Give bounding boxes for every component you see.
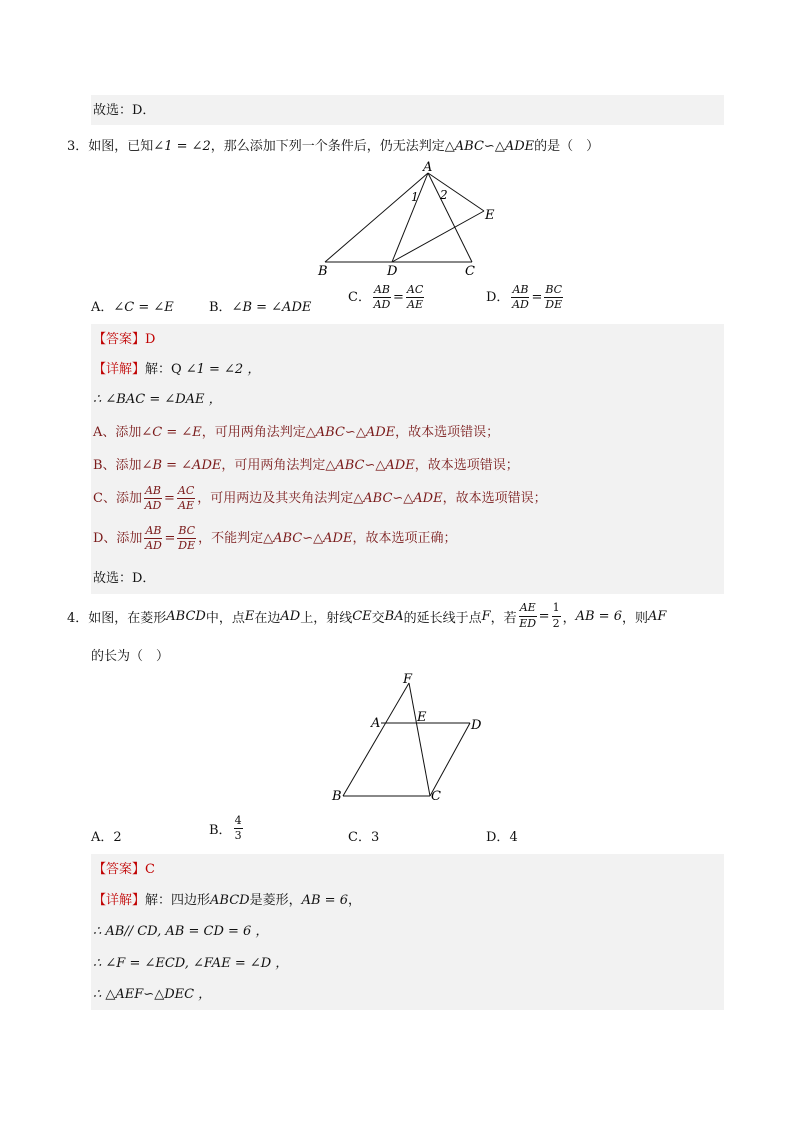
q3-detail-b-end: ，故本选项错误； [414, 458, 519, 473]
prev-choose-text: 故选：D． [93, 103, 156, 118]
frac-denominator: 2 [552, 616, 560, 630]
q3-detail-d-frac1 [144, 525, 162, 552]
q4-option-c-prefix: C． [348, 830, 371, 845]
q3-label-e: E [485, 208, 495, 223]
q4-detail-line1-row [91, 916, 724, 948]
q3-number: 3． [67, 139, 89, 154]
q4-option-b [209, 815, 245, 842]
q3-detail-intro: 解： [145, 362, 172, 377]
q3-label-d: D [387, 264, 398, 279]
frac-numerator: 1 [552, 602, 561, 616]
frac-numerator: AB [373, 284, 391, 298]
q3-option-a-prefix: A． [91, 300, 114, 315]
q3-detail-a-sim: △ABC∽△ADE [305, 425, 396, 440]
q3-stem-b: ，那么添加下列一个条件后，仍无法判定 [210, 139, 445, 154]
q4-stem-line2 [91, 645, 169, 664]
q3-detail-row [91, 354, 724, 384]
q4-stem-b: 中，点 [205, 610, 245, 626]
q4-answer-label: 【答案】 [93, 862, 146, 877]
frac-denominator: DE [545, 298, 563, 312]
q4-option-d-value: 4 [509, 830, 518, 845]
q3-detail-d-sim: △ABC∽△ADE [263, 531, 353, 547]
frac-denominator: AD [512, 298, 529, 312]
q3-option-c-frac1 [373, 284, 391, 311]
equals-sign: = [538, 608, 550, 624]
q3-detail-b-row [91, 450, 724, 482]
q4-detail-line3: ∴ △AEF∽△DEC ， [93, 987, 212, 1002]
q3-detail-a-pre: A、添加 [93, 425, 142, 440]
q3-detail-c-sim: △ABC∽△ADE [353, 491, 443, 507]
equals-sign: = [531, 290, 543, 306]
q3-detail-c-frac2 [177, 485, 195, 512]
frac-numerator: AC [177, 485, 195, 499]
q4-option-a-prefix: A． [91, 830, 114, 845]
q4-detail-line1: ∴ AB// CD, AB = CD = 6 ， [93, 924, 269, 939]
q3-answer-value: D [145, 332, 156, 347]
q3-detail-d-frac2 [177, 525, 196, 552]
frac-denominator: AE [178, 499, 195, 513]
q4-stem-a: 如图，在菱形 [88, 610, 167, 626]
q4-option-a-value: 2 [113, 830, 122, 845]
q3-stem [67, 135, 599, 154]
q4-label-c: C [431, 789, 441, 804]
q3-detail-d-pre: D、添加 [93, 531, 143, 547]
q3-detail-line2-row [91, 384, 724, 414]
q4-detail-abcd: ABCD [210, 893, 250, 908]
q4-answer-row [91, 854, 724, 884]
frac-numerator: AC [406, 284, 424, 298]
q3-stem-a: 如图，已知 [88, 139, 154, 154]
q4-option-b-frac [234, 815, 243, 842]
q3-option-b [209, 296, 311, 315]
q4-detail-b: 是菱形， [249, 893, 302, 908]
q3-detail-label: 【详解】 [93, 362, 146, 377]
q3-detail-line1: ∠1 = ∠2 ， [185, 362, 261, 377]
q4-detail-c: ， [347, 893, 361, 908]
q3-option-a-math: ∠C = ∠E [113, 300, 174, 315]
because-symbol: Q [171, 362, 182, 377]
q3-option-c-prefix: C． [348, 290, 371, 306]
equals-sign: = [392, 290, 404, 306]
q4-detail-ab: AB = 6 [301, 893, 348, 908]
q3-detail-b-pre: B、添加 [93, 458, 142, 473]
equals-sign: = [164, 531, 176, 547]
q3-option-d-prefix: D． [486, 290, 510, 306]
q3-label-2: 2 [440, 188, 448, 202]
q4-stem-g: ，若 [490, 610, 517, 626]
frac-denominator: ED [519, 616, 537, 630]
frac-denominator: AD [145, 539, 162, 553]
q4-stem-line1 [67, 596, 666, 636]
q3-label-1: 1 [411, 190, 419, 204]
q4-label-f: F [403, 672, 413, 687]
frac-numerator: BC [544, 284, 563, 298]
q3-stem-c: 的是（ ） [534, 139, 600, 154]
q4-detail-line2-row [91, 948, 724, 978]
q4-figure [325, 668, 495, 808]
q3-option-a [91, 296, 174, 315]
q3-detail-a-row [91, 414, 724, 450]
q3-option-c [348, 284, 426, 311]
q4-half-frac [552, 602, 561, 629]
q4-label-d: D [471, 718, 482, 733]
q3-detail-b-math: ∠B = ∠ADE [141, 458, 222, 473]
q4-label-a: A [371, 716, 381, 731]
q4-stem-e: 交 [371, 610, 385, 626]
q4-ad: AD [280, 608, 301, 624]
q3-detail-c-end: ，故本选项错误； [442, 491, 547, 507]
q3-answer-row [91, 324, 724, 354]
q4-detail-line2: ∴ ∠F = ∠ECD, ∠FAE = ∠D ， [93, 956, 289, 971]
frac-numerator: 4 [234, 815, 243, 829]
q3-label-a: A [423, 160, 433, 175]
q4-option-c [348, 826, 379, 845]
q3-option-b-prefix: B． [209, 300, 232, 315]
q4-number: 4． [67, 610, 89, 626]
q4-stem-h: ，则 [621, 610, 648, 626]
q3-figure [310, 158, 510, 282]
q3-detail-d-end: ，故本选项正确； [352, 531, 457, 547]
q4-abcd: ABCD [166, 608, 206, 624]
q4-answer-value: C [145, 862, 155, 877]
comma: ， [562, 610, 576, 626]
q3-choose-row [91, 564, 724, 594]
q4-e: E [244, 608, 255, 624]
q3-detail-d-row [91, 522, 724, 564]
q3-option-d-frac2 [544, 284, 563, 311]
frac-numerator: AB [144, 485, 162, 499]
prev-choose-row [91, 95, 724, 125]
frac-numerator: AB [511, 284, 529, 298]
frac-numerator: BC [177, 525, 196, 539]
frac-numerator: AE [519, 602, 537, 616]
q4-ab6: AB = 6 [575, 608, 622, 624]
q3-option-d-frac1 [511, 284, 529, 311]
q4-af: AF [647, 608, 667, 624]
frac-denominator: AE [407, 298, 424, 312]
frac-denominator: DE [178, 539, 196, 553]
q3-detail-line2: ∴ ∠BAC = ∠DAE ， [93, 392, 222, 407]
q3-choose-text: 故选：D． [93, 571, 156, 586]
frac-denominator: AD [373, 298, 391, 312]
q3-option-b-math: ∠B = ∠ADE [231, 300, 312, 315]
q4-option-b-prefix: B． [209, 823, 232, 839]
q4-option-d [486, 826, 518, 845]
frac-denominator: 3 [234, 829, 242, 843]
q4-stem-i: 的长为（ ） [91, 649, 170, 664]
q3-detail-a-end: ，故本选项错误； [395, 425, 500, 440]
q4-detail-row [91, 884, 724, 916]
q3-label-b: B [318, 264, 328, 279]
q3-detail-c-mid: ，可用两边及其夹角法判定 [197, 491, 354, 507]
q4-stem-f: 的延长线于点 [403, 610, 482, 626]
q3-detail-a-mid: ，可用两角法判定 [201, 425, 306, 440]
q3-detail-d-mid: ，不能判定 [198, 531, 264, 547]
q4-label-b: B [332, 789, 342, 804]
q3-sim: △ABC∽△ADE [444, 139, 535, 154]
q3-cond: ∠1 = ∠2 [153, 139, 211, 154]
q4-ratio-frac [519, 602, 537, 629]
q3-answer-label: 【答案】 [93, 332, 146, 347]
q3-option-d [486, 284, 565, 311]
q4-stem-c: 在边 [254, 610, 281, 626]
q4-detail-label: 【详解】 [93, 893, 146, 908]
q3-detail-c-frac1 [144, 485, 162, 512]
q4-label-e: E [417, 710, 427, 725]
q4-option-d-prefix: D． [486, 830, 510, 845]
frac-denominator: AD [144, 499, 162, 513]
frac-numerator: AB [144, 525, 162, 539]
q3-option-c-frac2 [406, 284, 424, 311]
q4-stem-d: 上，射线 [300, 610, 353, 626]
q3-detail-c-row [91, 482, 724, 522]
q4-ba: BA [384, 608, 404, 624]
q4-detail-a: 解：四边形 [145, 893, 211, 908]
q4-detail-line3-row [91, 978, 724, 1010]
q4-ce: CE [352, 608, 372, 624]
q4-option-c-value: 3 [370, 830, 380, 845]
equals-sign: = [163, 491, 175, 507]
q3-detail-c-pre: C、添加 [93, 491, 142, 507]
q4-option-a [91, 826, 122, 845]
q4-f: F [481, 608, 491, 624]
q3-detail-b-sim: △ABC∽△ADE [325, 458, 415, 473]
q3-detail-b-mid: ，可用两角法判定 [221, 458, 326, 473]
q3-label-c: C [465, 264, 475, 279]
q3-detail-a-math: ∠C = ∠E [141, 425, 202, 440]
